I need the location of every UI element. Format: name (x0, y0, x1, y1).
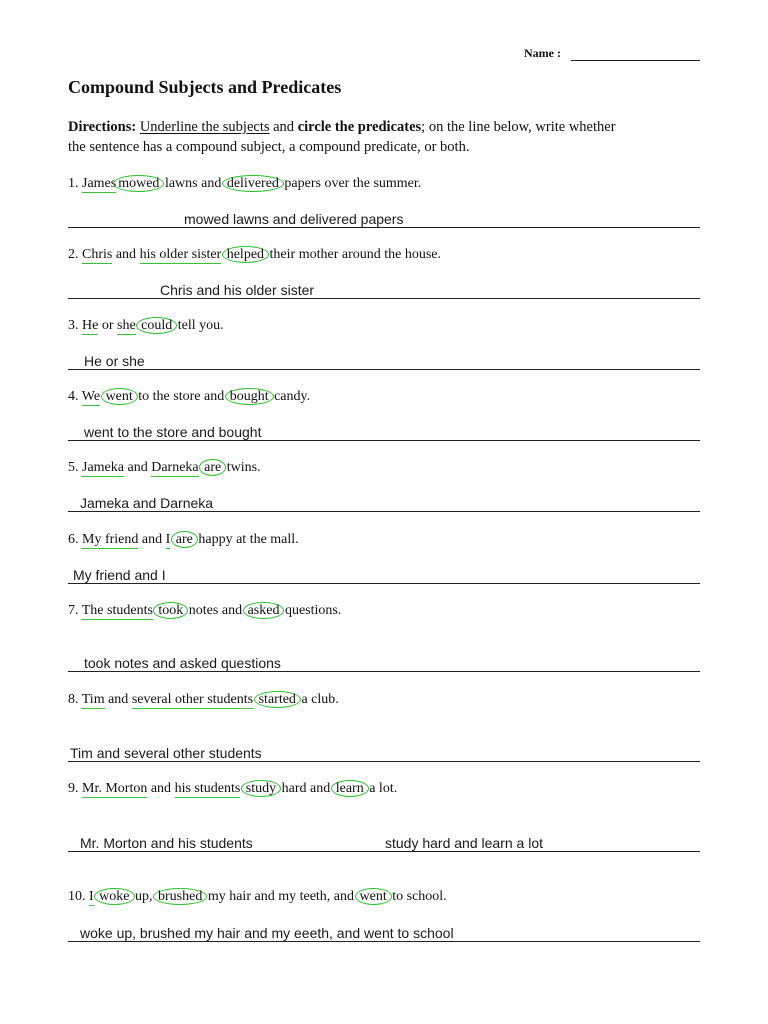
predicate-circled: took (153, 602, 188, 619)
sentence-text: questions. (281, 603, 342, 618)
subject-underlined: Mr. Morton (82, 781, 148, 796)
answer-line[interactable] (68, 369, 700, 370)
sentence-text: to school. (388, 889, 447, 904)
name-field[interactable] (571, 60, 700, 61)
question-number: 4. (68, 389, 82, 404)
subject-underlined: I (165, 532, 171, 547)
sentence-text: my hair and my teeth, and (204, 889, 358, 904)
question-number: 8. (68, 692, 82, 707)
question-6 (68, 532, 299, 548)
question-9 (68, 781, 397, 797)
sentence-text: a lot. (365, 781, 398, 796)
predicate-circled: could (136, 317, 177, 334)
sentence-text: and (138, 532, 166, 547)
answer-text: My friend and I (73, 567, 166, 583)
question-5 (68, 460, 261, 476)
subject-underlined: several other students (131, 692, 254, 707)
answer-line[interactable] (68, 761, 700, 762)
answer-line[interactable] (68, 511, 700, 512)
question-number: 2. (68, 247, 82, 262)
sentence-text: and (123, 460, 152, 475)
sentence-text: twins. (223, 460, 261, 475)
predicate-circled: bought (225, 388, 274, 405)
subject-underlined: Jameka (82, 460, 124, 475)
directions-rest: ; on the line below, write whether (421, 119, 616, 135)
directions-circle-part: circle the predicates (297, 119, 422, 135)
sentence-text: papers over the summer. (280, 176, 422, 191)
sentence-text: notes and (185, 603, 246, 618)
question-number: 9. (68, 781, 82, 796)
answer-text-2: study hard and learn a lot (385, 835, 543, 851)
question-number: 5. (68, 460, 82, 475)
question-7 (68, 603, 341, 619)
subject-underlined: James (82, 176, 117, 191)
directions-line-2: the sentence has a compound subject, a compound predicate, or both. (68, 139, 470, 155)
predicate-circled: brushed (153, 888, 207, 905)
answer-text: Chris and his older sister (160, 282, 315, 298)
sentence-text: up, (131, 889, 156, 904)
sentence-text: their mother around the house. (266, 247, 441, 262)
subject-underlined: Tim (81, 692, 105, 707)
sentence-text: to the store and (134, 389, 228, 404)
predicate-circled: woke (94, 888, 134, 905)
subject-underlined: his older sister (139, 247, 222, 262)
subject-underlined: Darneka (151, 460, 199, 475)
answer-line[interactable] (68, 583, 700, 584)
subject-underlined: My friend (82, 532, 139, 547)
answer-line[interactable] (68, 671, 700, 672)
subject-underlined: We (81, 389, 101, 404)
sentence-text: tell you. (174, 318, 224, 333)
sentence-text: lawns and (161, 176, 225, 191)
question-2 (68, 247, 441, 263)
subject-underlined: I (89, 889, 94, 904)
sentence-text: hard and (278, 781, 334, 796)
answer-text: Mr. Morton and his students (80, 835, 253, 851)
question-3 (68, 318, 224, 334)
sentence-text: a club. (297, 692, 339, 707)
subject-underlined: The students (81, 603, 153, 618)
question-1 (68, 176, 421, 192)
answer-text: went to the store and bought (84, 424, 262, 440)
answer-line[interactable] (68, 227, 700, 228)
sentence-text: and (147, 781, 175, 796)
answer-text: Tim and several other students (70, 745, 262, 761)
predicate-circled: learn (331, 780, 369, 797)
directions-underline-part: Underline the subjects (139, 119, 270, 135)
question-number: 7. (68, 603, 82, 618)
predicate-circled: went (355, 888, 392, 905)
sentence-text: and (112, 247, 140, 262)
predicate-circled: helped (222, 246, 269, 263)
answer-line[interactable] (68, 941, 700, 942)
sentence-text: candy. (270, 389, 311, 404)
subject-underlined: his students (174, 781, 241, 796)
page-title: Compound Subjects and Predicates (68, 77, 342, 97)
answer-line[interactable] (68, 298, 700, 299)
question-number: 1. (68, 176, 82, 191)
subject-underlined: He (82, 318, 99, 333)
subject-underlined: she (117, 318, 136, 333)
predicate-circled: asked (243, 602, 285, 619)
predicate-circled: mowed (113, 175, 164, 192)
answer-text: took notes and asked questions (84, 655, 281, 671)
sentence-text: or (98, 318, 117, 333)
question-number: 10. (68, 889, 89, 904)
question-4 (68, 389, 310, 405)
predicate-circled: study (241, 780, 281, 797)
predicate-circled: went (101, 388, 138, 405)
predicate-circled: are (199, 459, 226, 476)
answer-line[interactable] (68, 440, 700, 441)
predicate-circled: delivered (222, 175, 284, 192)
question-number: 6. (68, 532, 82, 547)
answer-text: mowed lawns and delivered papers (184, 211, 404, 227)
answer-text: woke up, brushed my hair and my eeeth, and went to school (80, 925, 454, 941)
predicate-circled: are (171, 531, 198, 548)
answer-line[interactable] (68, 851, 700, 852)
directions-label: Directions: (68, 119, 137, 135)
question-8 (68, 692, 339, 708)
name-label: Name : (524, 46, 561, 60)
question-10 (68, 889, 447, 905)
directions-line-1 (68, 119, 616, 136)
answer-text: He or she (84, 353, 145, 369)
sentence-text: happy at the mall. (194, 532, 299, 547)
subject-underlined: Chris (82, 247, 113, 262)
predicate-circled: started (254, 691, 301, 708)
answer-text: Jameka and Darneka (80, 495, 214, 511)
question-number: 3. (68, 318, 82, 333)
directions-and: and (269, 119, 298, 135)
sentence-text: and (104, 692, 132, 707)
